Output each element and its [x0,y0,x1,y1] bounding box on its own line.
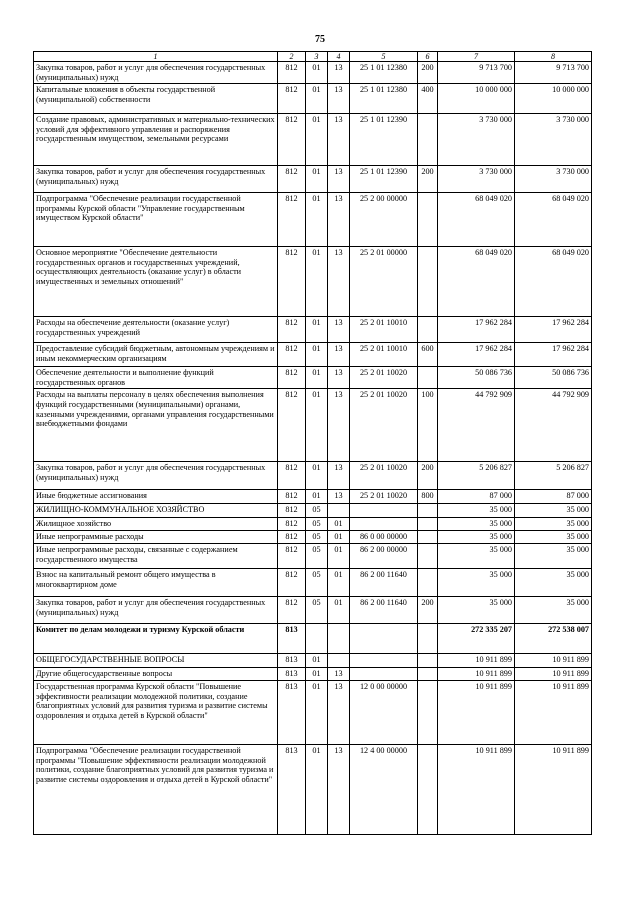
row-csr-cell: 25 1 01 12390 [350,166,418,193]
row-vr-cell: 600 [418,343,438,367]
row-csr-cell: 25 1 01 12390 [350,114,418,166]
row-gr-cell: 812 [278,62,306,84]
row-pr-cell: 01 [328,597,350,624]
table-row [34,504,592,518]
row-vr-cell [418,193,438,247]
row-name-cell: Расходы на выплаты персоналу в целях обеспечения выполнения функций государственными (муниципальными) органами, казенными учреждениями, органами управления государственными внебюджетными фондами [34,389,278,462]
row-sum2-cell: 3 730 000 [515,114,592,166]
row-gr-cell: 813 [278,654,306,668]
row-name-cell: Расходы на обеспечение деятельности (оказание услуг) государственных учреждений [34,317,278,343]
budget-table [33,51,592,835]
table-row [34,317,592,343]
row-rz-cell: 01 [306,744,328,834]
row-csr-cell: 25 2 01 10010 [350,343,418,367]
row-sum2-cell: 5 206 827 [515,462,592,490]
row-vr-cell [418,531,438,544]
row-name-cell: Жилищное хозяйство [34,518,278,531]
row-rz-cell: 05 [306,518,328,531]
row-sum2-cell: 10 911 899 [515,744,592,834]
table-row [34,597,592,624]
row-csr-cell: 86 2 00 11640 [350,569,418,597]
row-gr-cell: 812 [278,531,306,544]
header-cell: 7 [438,52,515,62]
row-vr-cell: 100 [418,389,438,462]
row-csr-cell [350,654,418,668]
table-row [34,389,592,462]
row-sum2-cell: 10 911 899 [515,668,592,681]
row-name-cell: Предоставление субсидий бюджетным, автономным учреждениям и иным некоммерческим организациям [34,343,278,367]
row-sum2-cell: 10 911 899 [515,654,592,668]
table-row [34,166,592,193]
row-name-cell: Комитет по делам молодежи и туризму Курской области [34,624,278,654]
row-sum1-cell: 17 962 284 [438,317,515,343]
row-pr-cell: 13 [328,62,350,84]
header-cell: 3 [306,52,328,62]
row-vr-cell [418,544,438,569]
row-name-cell: Подпрограмма "Обеспечение реализации государственной программы "Повышение эффективности реализации молодежной политики, создание благоприятных условий для развития туризма и развитие системы оздоровления и отдыха детей в Курской области" [34,744,278,834]
row-sum2-cell: 17 962 284 [515,317,592,343]
row-rz-cell [306,624,328,654]
row-csr-cell: 25 2 01 10020 [350,490,418,504]
table-row [34,367,592,389]
row-pr-cell: 01 [328,569,350,597]
row-rz-cell: 05 [306,544,328,569]
row-rz-cell: 05 [306,531,328,544]
row-gr-cell: 812 [278,367,306,389]
header-cell: 2 [278,52,306,62]
table-row [34,490,592,504]
row-vr-cell [418,504,438,518]
row-pr-cell: 13 [328,317,350,343]
row-rz-cell: 05 [306,569,328,597]
row-gr-cell: 812 [278,518,306,531]
row-sum1-cell: 3 730 000 [438,166,515,193]
row-pr-cell: 13 [328,389,350,462]
row-sum2-cell: 35 000 [515,518,592,531]
row-sum1-cell: 68 049 020 [438,247,515,317]
table-row [34,193,592,247]
row-gr-cell: 813 [278,624,306,654]
table-row [34,531,592,544]
row-vr-cell [418,569,438,597]
row-csr-cell: 25 2 00 00000 [350,193,418,247]
row-sum1-cell: 10 000 000 [438,84,515,114]
row-name-cell: Иные бюджетные ассигнования [34,490,278,504]
row-vr-cell: 200 [418,62,438,84]
row-name-cell: Обеспечение деятельности и выполнение функций государственных органов [34,367,278,389]
row-sum1-cell: 35 000 [438,569,515,597]
row-rz-cell: 05 [306,597,328,624]
row-name-cell: Подпрограмма "Обеспечение реализации государственной программы Курской области "Управление государственным имуществом Курской области" [34,193,278,247]
row-csr-cell: 86 2 00 00000 [350,544,418,569]
row-vr-cell [418,367,438,389]
row-sum2-cell: 35 000 [515,504,592,518]
row-sum1-cell: 35 000 [438,531,515,544]
table-row [34,62,592,84]
table-row [34,462,592,490]
header-cell: 8 [515,52,592,62]
row-vr-cell [418,744,438,834]
row-rz-cell: 01 [306,84,328,114]
row-sum2-cell: 35 000 [515,544,592,569]
row-gr-cell: 813 [278,744,306,834]
row-vr-cell [418,654,438,668]
row-rz-cell: 01 [306,462,328,490]
row-pr-cell: 13 [328,462,350,490]
row-vr-cell: 200 [418,597,438,624]
row-sum1-cell: 10 911 899 [438,680,515,744]
row-csr-cell [350,504,418,518]
row-pr-cell: 13 [328,744,350,834]
row-name-cell: Взнос на капитальный ремонт общего имущества в многоквартирном доме [34,569,278,597]
row-gr-cell: 812 [278,193,306,247]
row-rz-cell: 01 [306,114,328,166]
row-sum1-cell: 10 911 899 [438,654,515,668]
row-sum1-cell: 3 730 000 [438,114,515,166]
row-gr-cell: 812 [278,462,306,490]
row-gr-cell: 812 [278,343,306,367]
row-gr-cell: 812 [278,247,306,317]
table-row [34,569,592,597]
row-pr-cell: 13 [328,367,350,389]
row-csr-cell: 12 4 00 00000 [350,744,418,834]
row-pr-cell [328,654,350,668]
row-rz-cell: 01 [306,343,328,367]
row-rz-cell: 01 [306,668,328,681]
row-rz-cell: 01 [306,166,328,193]
row-csr-cell: 86 2 00 11640 [350,597,418,624]
row-pr-cell: 13 [328,166,350,193]
row-sum2-cell: 9 713 700 [515,62,592,84]
table-row [34,744,592,834]
row-rz-cell: 01 [306,389,328,462]
row-vr-cell: 200 [418,462,438,490]
row-vr-cell: 200 [418,166,438,193]
row-rz-cell: 01 [306,654,328,668]
table-row [34,668,592,681]
row-pr-cell [328,624,350,654]
row-pr-cell: 13 [328,247,350,317]
row-pr-cell: 01 [328,531,350,544]
row-csr-cell: 86 0 00 00000 [350,531,418,544]
row-sum1-cell: 10 911 899 [438,744,515,834]
row-sum2-cell: 44 792 909 [515,389,592,462]
row-sum1-cell: 272 335 207 [438,624,515,654]
row-sum2-cell: 35 000 [515,597,592,624]
row-pr-cell: 13 [328,343,350,367]
row-csr-cell: 25 2 01 10020 [350,389,418,462]
row-gr-cell: 812 [278,317,306,343]
row-sum2-cell: 35 000 [515,569,592,597]
row-gr-cell: 812 [278,114,306,166]
budget-table-body [34,52,592,835]
row-gr-cell: 812 [278,389,306,462]
row-gr-cell: 813 [278,668,306,681]
row-sum1-cell: 17 962 284 [438,343,515,367]
table-row [34,518,592,531]
row-sum1-cell: 68 049 020 [438,193,515,247]
row-sum1-cell: 35 000 [438,544,515,569]
row-rz-cell: 01 [306,490,328,504]
row-vr-cell [418,317,438,343]
row-sum1-cell: 35 000 [438,518,515,531]
row-csr-cell [350,624,418,654]
row-gr-cell: 813 [278,680,306,744]
row-rz-cell: 01 [306,62,328,84]
row-name-cell: Закупка товаров, работ и услуг для обеспечения государственных (муниципальных) нужд [34,462,278,490]
row-sum1-cell: 44 792 909 [438,389,515,462]
row-name-cell: Создание правовых, административных и материально-технических условий для эффективного управления и распоряжения государственным имуществом, земельными ресурсами [34,114,278,166]
row-pr-cell: 13 [328,680,350,744]
row-name-cell: Иные непрограммные расходы, связанные с содержанием государственного имущества [34,544,278,569]
table-header-row [34,52,592,62]
row-vr-cell [418,680,438,744]
row-vr-cell [418,624,438,654]
row-pr-cell: 13 [328,114,350,166]
row-sum2-cell: 35 000 [515,531,592,544]
row-sum1-cell: 50 086 736 [438,367,515,389]
row-csr-cell: 25 2 01 10020 [350,367,418,389]
row-sum2-cell: 68 049 020 [515,247,592,317]
row-csr-cell: 12 0 00 00000 [350,680,418,744]
row-vr-cell [418,247,438,317]
row-gr-cell: 812 [278,544,306,569]
row-name-cell: Капитальные вложения в объекты государственной (муниципальной) собственности [34,84,278,114]
page-number: 75 [315,34,325,45]
header-cell: 6 [418,52,438,62]
row-rz-cell: 01 [306,680,328,744]
row-sum2-cell: 87 000 [515,490,592,504]
row-pr-cell: 13 [328,490,350,504]
table-row [34,654,592,668]
row-sum1-cell: 9 713 700 [438,62,515,84]
table-row [34,114,592,166]
row-csr-cell: 25 2 01 10010 [350,317,418,343]
row-name-cell: ЖИЛИЩНО-КОММУНАЛЬНОЕ ХОЗЯЙСТВО [34,504,278,518]
row-sum1-cell: 10 911 899 [438,668,515,681]
row-rz-cell: 01 [306,247,328,317]
row-sum2-cell: 10 000 000 [515,84,592,114]
row-name-cell: Закупка товаров, работ и услуг для обеспечения государственных (муниципальных) нужд [34,62,278,84]
row-sum1-cell: 87 000 [438,490,515,504]
row-name-cell: Другие общегосударственные вопросы [34,668,278,681]
row-name-cell: Государственная программа Курской области "Повышение эффективности реализации молодежной политики, создание благоприятных условий для развития туризма и развитие системы оздоровления и отдыха детей в Курской области" [34,680,278,744]
row-vr-cell: 400 [418,84,438,114]
row-sum2-cell: 3 730 000 [515,166,592,193]
row-vr-cell [418,114,438,166]
row-sum2-cell: 50 086 736 [515,367,592,389]
row-rz-cell: 05 [306,504,328,518]
row-name-cell: Закупка товаров, работ и услуг для обеспечения государственных (муниципальных) нужд [34,597,278,624]
table-row [34,624,592,654]
row-gr-cell: 812 [278,504,306,518]
table-row [34,680,592,744]
row-rz-cell: 01 [306,367,328,389]
row-vr-cell [418,518,438,531]
row-pr-cell: 13 [328,84,350,114]
row-pr-cell: 13 [328,668,350,681]
table-row [34,343,592,367]
row-name-cell: Иные непрограммные расходы [34,531,278,544]
row-csr-cell [350,518,418,531]
row-pr-cell: 01 [328,544,350,569]
table-row [34,544,592,569]
row-pr-cell: 01 [328,518,350,531]
row-sum2-cell: 272 538 007 [515,624,592,654]
row-rz-cell: 01 [306,317,328,343]
row-sum2-cell: 68 049 020 [515,193,592,247]
row-gr-cell: 812 [278,569,306,597]
row-gr-cell: 812 [278,166,306,193]
row-name-cell: ОБЩЕГОСУДАРСТВЕННЫЕ ВОПРОСЫ [34,654,278,668]
header-cell: 4 [328,52,350,62]
row-sum1-cell: 35 000 [438,504,515,518]
table-row [34,84,592,114]
row-sum1-cell: 5 206 827 [438,462,515,490]
row-name-cell: Основное мероприятие "Обеспечение деятельности государственных органов и государственных учреждений, осуществляющих деятельность (оказание услуг) в области имущественных и земельных отношений" [34,247,278,317]
row-csr-cell [350,668,418,681]
row-sum2-cell: 17 962 284 [515,343,592,367]
row-csr-cell: 25 1 01 12380 [350,62,418,84]
row-csr-cell: 25 1 01 12380 [350,84,418,114]
row-pr-cell: 13 [328,193,350,247]
header-cell: 1 [34,52,278,62]
header-cell: 5 [350,52,418,62]
row-pr-cell [328,504,350,518]
row-vr-cell: 800 [418,490,438,504]
row-name-cell: Закупка товаров, работ и услуг для обеспечения государственных (муниципальных) нужд [34,166,278,193]
row-rz-cell: 01 [306,193,328,247]
row-sum2-cell: 10 911 899 [515,680,592,744]
table-row [34,247,592,317]
row-vr-cell [418,668,438,681]
row-gr-cell: 812 [278,490,306,504]
row-sum1-cell: 35 000 [438,597,515,624]
row-gr-cell: 812 [278,84,306,114]
row-csr-cell: 25 2 01 10020 [350,462,418,490]
row-csr-cell: 25 2 01 00000 [350,247,418,317]
row-gr-cell: 812 [278,597,306,624]
